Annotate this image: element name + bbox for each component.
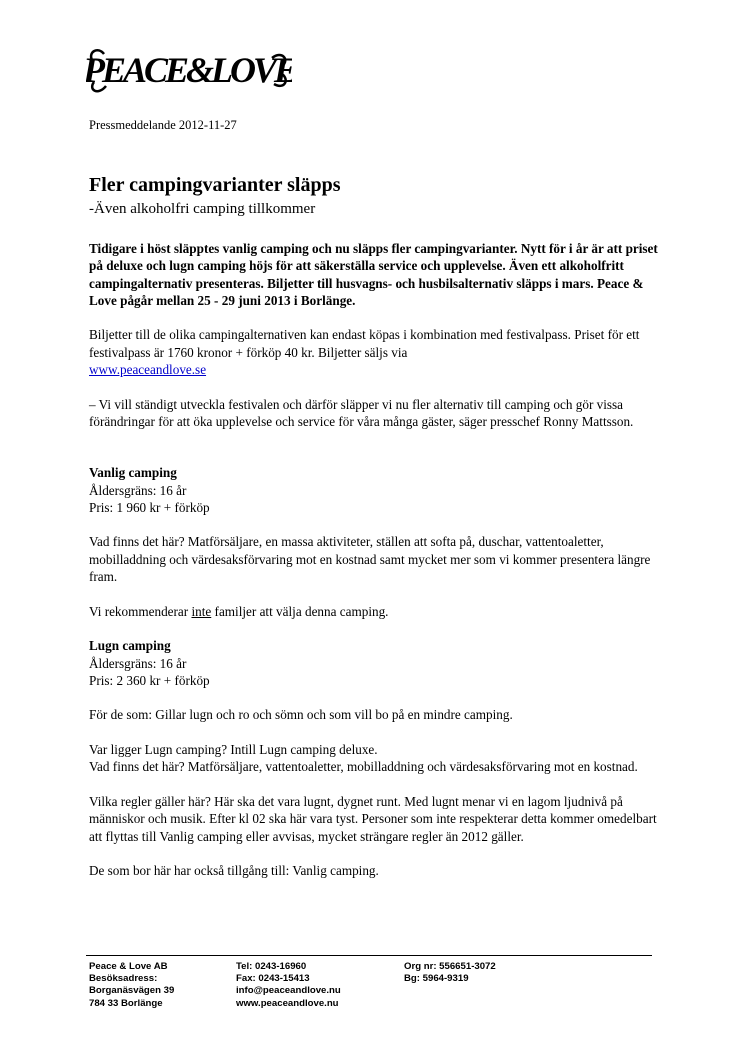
footer-company (89, 961, 174, 1010)
lugn-camping-heading: Lugn camping (89, 638, 171, 654)
page-title: Fler campingvarianter släpps (89, 174, 341, 196)
rec-after: familjer att välja denna camping. (214, 603, 389, 619)
vanlig-camping-age: Åldersgräns: 16 år (89, 482, 187, 498)
lugn-camping-access: De som bor här har också tillgång till: Vanlig camping. (89, 863, 379, 879)
footer-website: www.peaceandlove.nu (236, 997, 339, 1009)
quote-paragraph: – Vi vill ständigt utveckla festivalen och därför släpper vi nu fler alternativ till camping och gör vissa förändringar för att öka upplevelse och service för våra många gäster, säger presschef Ronny Mattsson. (89, 396, 634, 429)
rec-before: Vi rekommenderar (89, 603, 189, 619)
rec-underline: inte (191, 603, 212, 619)
footer-registration (404, 961, 496, 985)
ticket-text: Biljetter till de olika campingalternativen kan endast köpas i kombination med festivalpass. Priset för ett festivalpass är 1760 kronor + förköp 40 kr. Biljetter säljs via (89, 327, 640, 360)
footer-line: Borganäsvägen 39 (89, 985, 175, 997)
vanlig-camping-heading: Vanlig camping (89, 465, 177, 481)
footer-line: Besöksadress: (89, 973, 158, 985)
lugn-camping-rules: Vilka regler gäller här? Här ska det vara lugnt, dygnet runt. Med lugnt menar vi en lagom ljudnivå på människor och musik. Efter kl 02 ska här vara tyst. Personer som inte respekterar detta kommer omedelbart att flyttas till Vanlig camping eller avvisas, mycket strängare regler än 2012 gäller. (89, 793, 657, 844)
lugn-camping-where: Var ligger Lugn camping? Intill Lugn camping deluxe. (89, 742, 378, 758)
lugn-camping-contents: Vad finns det här? Matförsäljare, vattentoaletter, mobilladdning och värdesaksförvaring mot en kostnad. (89, 759, 638, 775)
footer-line: Peace & Love AB (89, 961, 168, 972)
footer-bankgiro: Bg: 5964-9319 (404, 973, 469, 985)
peace-love-logo (86, 42, 292, 98)
footer-org-nr: Org nr: 556651-3072 (404, 961, 496, 972)
footer-line: 784 33 Borlänge (89, 997, 163, 1009)
footer-email: info@peaceandlove.nu (236, 985, 341, 997)
logo-text: PEACE&LOVE (86, 50, 292, 90)
vanlig-camping-price: Pris: 1 960 kr + förköp (89, 499, 210, 515)
footer-contact (236, 961, 341, 1010)
lugn-camping-age: Åldersgräns: 16 år (89, 655, 187, 671)
lugn-camping-location (89, 741, 664, 776)
lugn-camping-price: Pris: 2 360 kr + förköp (89, 672, 210, 688)
subtitle: -Även alkoholfri camping tillkommer (89, 201, 316, 217)
ticket-paragraph (89, 326, 664, 378)
footer-divider (86, 955, 652, 956)
vanlig-camping-info (89, 464, 664, 516)
vanlig-recommendation (89, 603, 664, 620)
footer-fax: Fax: 0243-15413 (236, 973, 310, 985)
lugn-camping-info (89, 637, 664, 689)
article-body (89, 240, 664, 897)
lead-paragraph: Tidigare i höst släpptes vanlig camping och nu släpps fler campingvarianter. Nytt för i år är att priset på deluxe och lugn camping höjs för att säkerställa service och upplevelse. Även ett alkoholfritt campingalternativ presenteras. Biljetter till husvagns- och husbilsalternativ släpps i mars. Peace & Love pågår mellan 25 - 29 juni 2013 i Borlänge. (89, 241, 658, 308)
website-link[interactable]: www.peaceandlove.se (89, 362, 207, 378)
footer-phone: Tel: 0243-16960 (236, 961, 307, 972)
vanlig-camping-contents: Vad finns det här? Matförsäljare, en massa aktiviteter, ställen att softa på, duschar, vattentoaletter, mobilladdning och värdesaksförvaring mot en kostnad samt mycket mer som vi kommer presentera längre fram. (89, 534, 651, 585)
lugn-camping-for-whom: För de som: Gillar lugn och ro och sömn och som vill bo på en mindre camping. (89, 707, 513, 723)
press-release-date: Pressmeddelande 2012-11-27 (89, 118, 237, 132)
